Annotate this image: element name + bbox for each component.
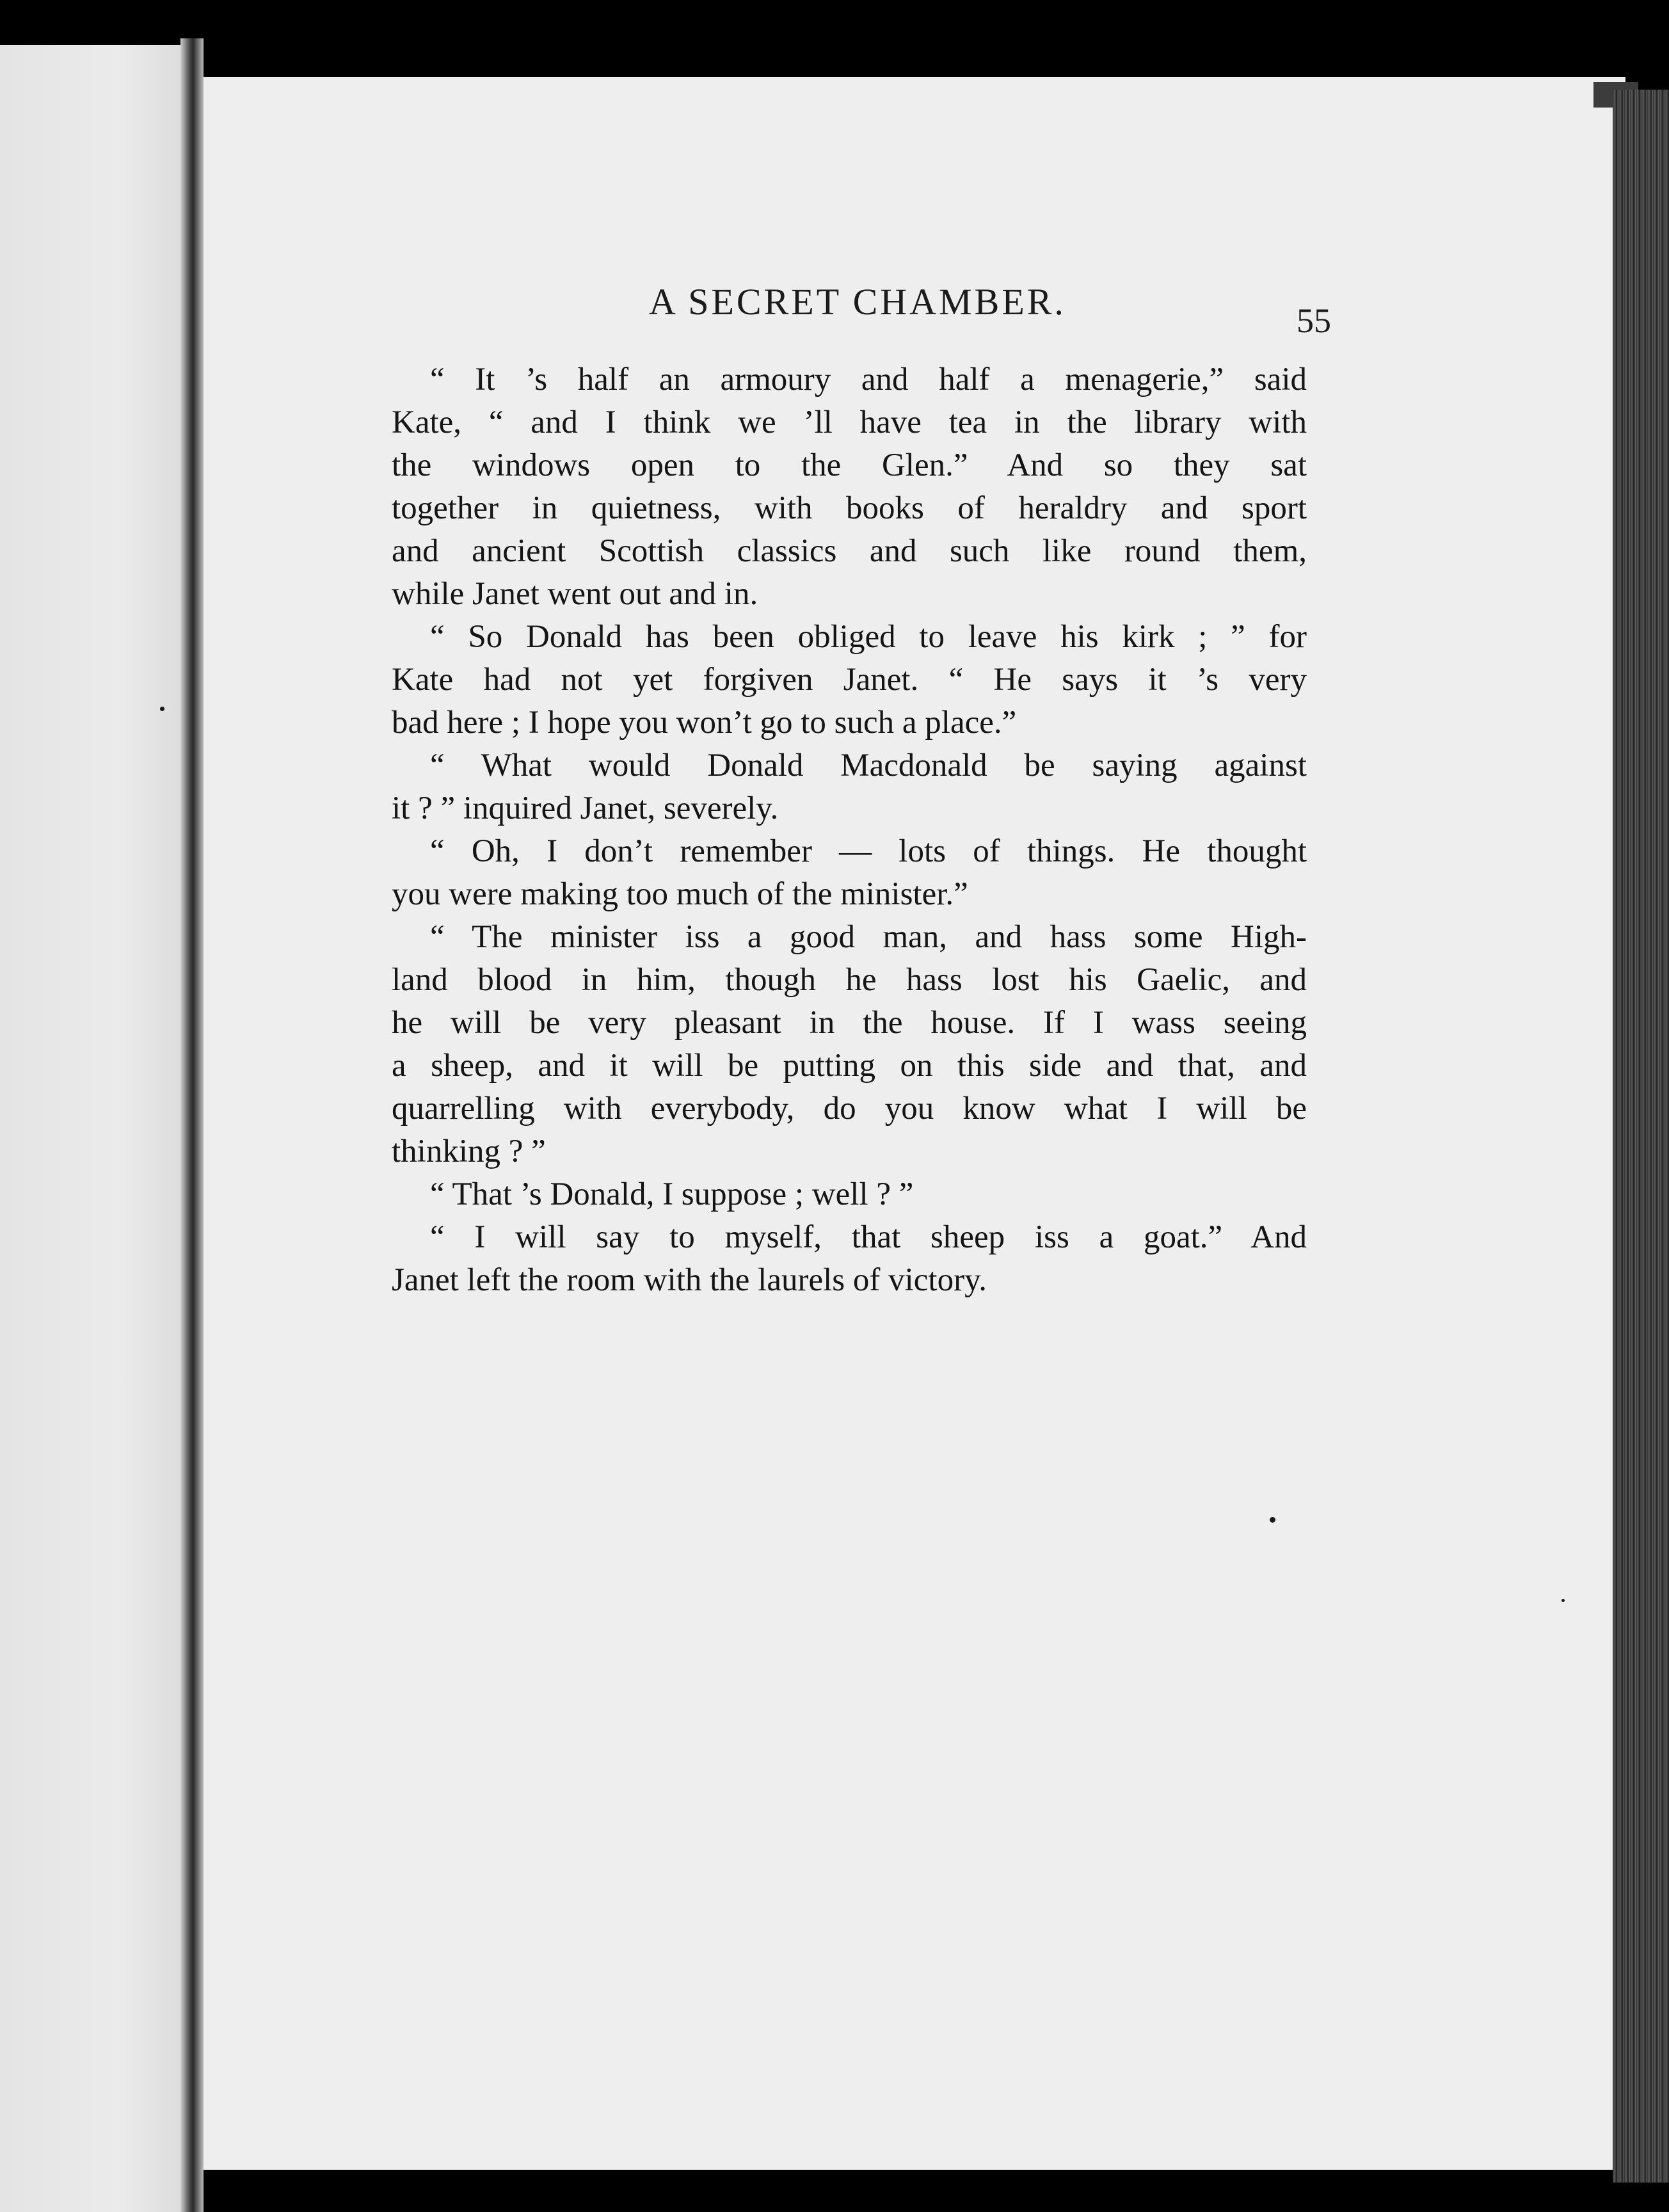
paragraph <box>392 616 1307 744</box>
text-line: thinking ? ” <box>392 1134 546 1169</box>
dust-speck <box>160 707 164 711</box>
book-gutter <box>180 38 204 2212</box>
paragraph <box>392 358 1307 616</box>
paragraph <box>392 744 1307 830</box>
dust-speck <box>1270 1517 1275 1523</box>
running-head: A SECRET CHAMBER. <box>649 281 1066 323</box>
paragraph <box>392 830 1307 916</box>
text-line: while Janet went out and in. <box>392 576 758 612</box>
text-line: “ What would Donald Macdonald be saying against <box>430 748 1307 783</box>
text-line: Janet left the room with the laurels of victory. <box>392 1262 987 1298</box>
text-line: bad here ; I hope you won’t go to such a place.” <box>392 705 1017 741</box>
text-line: and ancient Scottish classics and such like round them, <box>392 533 1307 569</box>
text-line: you were making too much of the minister.” <box>392 876 968 912</box>
text-line: a sheep, and it will be putting on this side and that, and <box>392 1048 1307 1084</box>
text-line: “ It ’s half an armoury and half a menagerie,” said <box>430 362 1307 397</box>
text-line: together in quietness, with books of heraldry and sport <box>392 490 1307 526</box>
text-line: quarrelling with everybody, do you know what I will be <box>392 1091 1307 1126</box>
text-line: land blood in him, though he hass lost his Gaelic, and <box>392 962 1307 998</box>
text-line: Kate had not yet forgiven Janet. “ He says it ’s very <box>392 662 1307 698</box>
page-number: 55 <box>1297 301 1331 340</box>
paragraph <box>392 916 1307 1173</box>
dust-speck <box>1561 1599 1565 1602</box>
text-line: the windows open to the Glen.” And so they sat <box>392 447 1307 483</box>
text-line: “ The minister iss a good man, and hass some High- <box>430 919 1307 955</box>
text-line: “ I will say to myself, that sheep iss a goat.” And <box>430 1219 1307 1255</box>
facing-left-page <box>0 45 198 2212</box>
text-line: it ? ” inquired Janet, severely. <box>392 790 779 826</box>
text-line: Kate, “ and I think we ’ll have tea in the library with <box>392 405 1307 440</box>
text-line: he will be very pleasant in the house. If I wass seeing <box>392 1005 1307 1041</box>
body-text <box>392 358 1307 1302</box>
text-line: “ Oh, I don’t remember — lots of things. He thought <box>430 833 1307 869</box>
paragraph <box>392 1216 1307 1302</box>
text-line: “ So Donald has been obliged to leave his kirk ; ” for <box>430 619 1307 655</box>
page-block-edge <box>1613 90 1669 2183</box>
text-line: “ That ’s Donald, I suppose ; well ? ” <box>430 1176 914 1212</box>
paragraph <box>392 1173 1307 1216</box>
